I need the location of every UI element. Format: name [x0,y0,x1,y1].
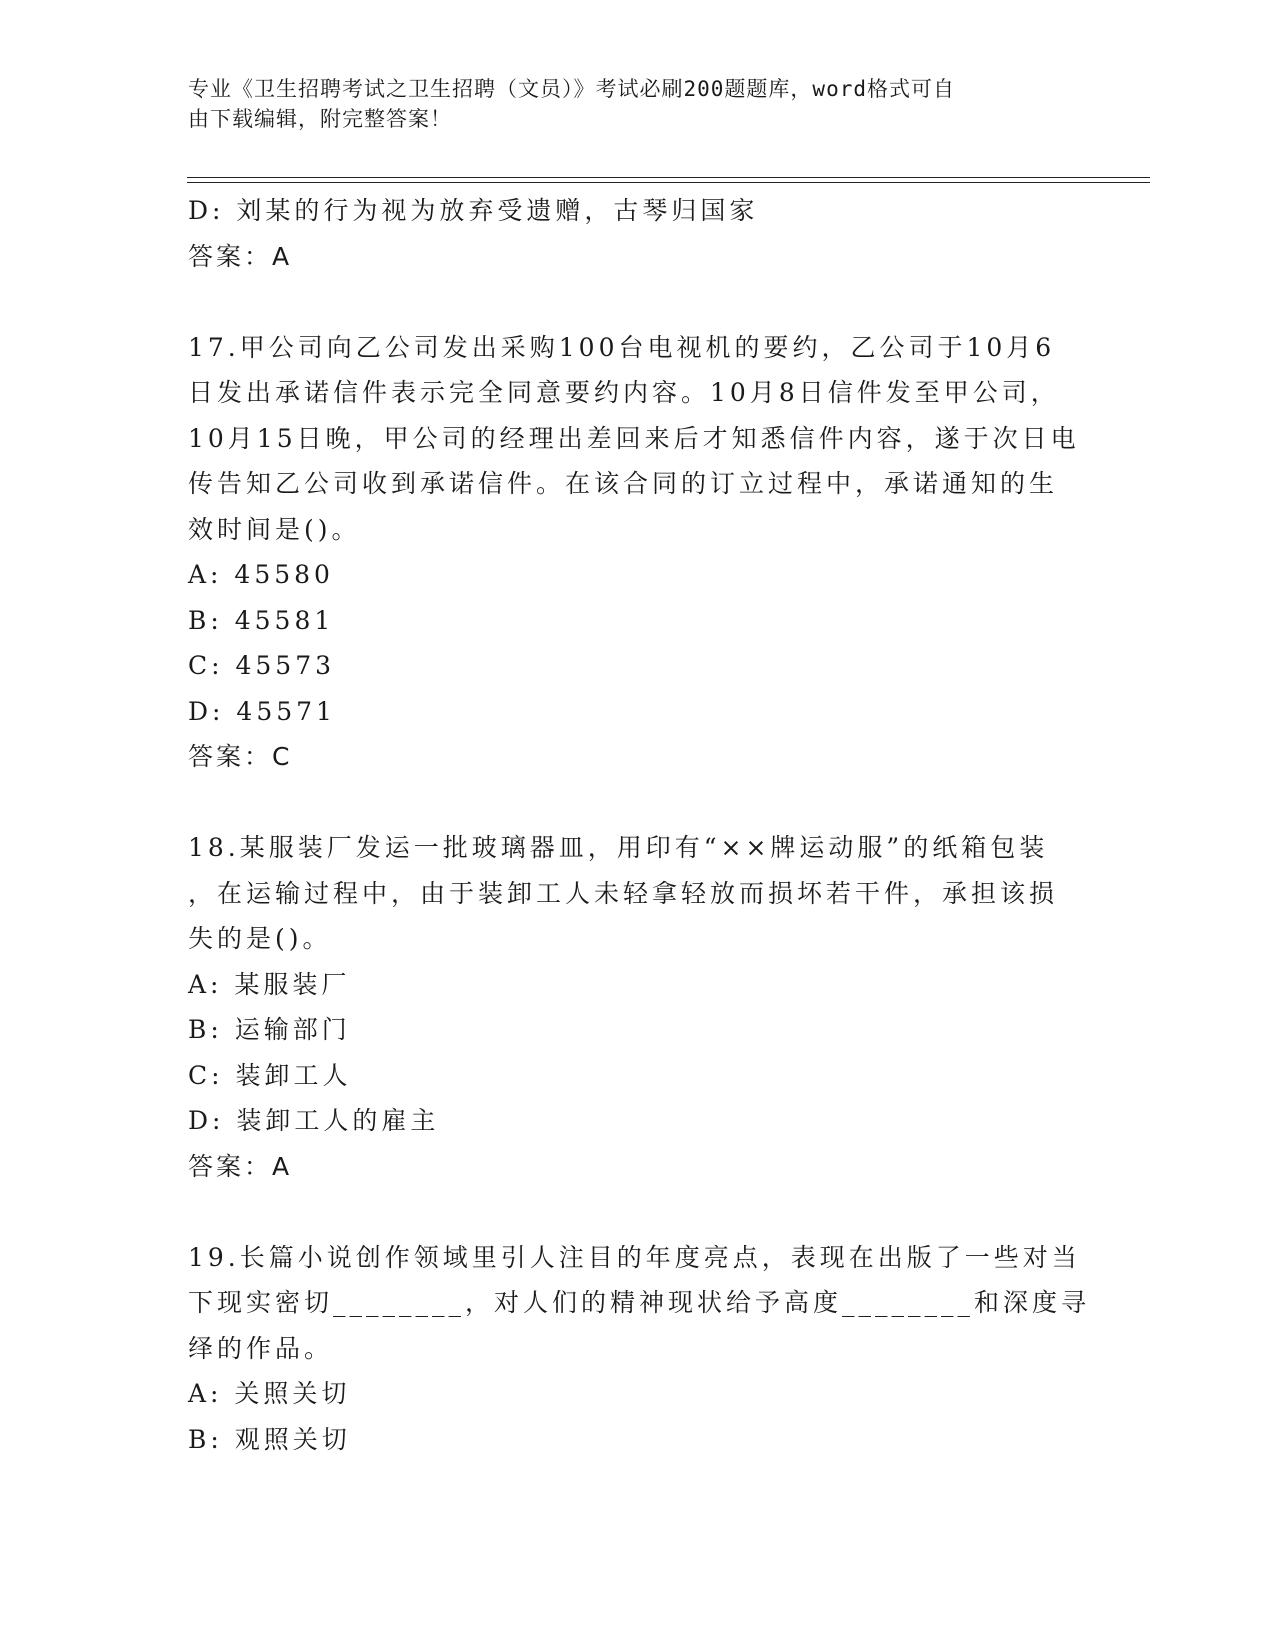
option-a: A: 关照关切 [188,1379,351,1408]
answer-line: 答案：A [188,241,293,271]
question-text-line: 日发出承诺信件表示完全同意要约内容。10月8日信件发至甲公司， [188,378,1060,407]
question-text-line: 失的是()。 [188,924,332,953]
question-text-line: 17.甲公司向乙公司发出采购100台电视机的要约，乙公司于10月6 [188,332,1056,362]
spacer [188,1189,1088,1235]
question-text-line: 绎的作品。 [188,1333,334,1363]
option-b: B: 观照关切 [188,1424,351,1454]
question-text-line: 下现实密切________，对人们的精神现状给予高度________和深度寻 [188,1288,1091,1317]
option-d: D: 刘某的行为视为放弃受遗赠，古琴归国家 [188,196,759,225]
option-d: D: 45571 [188,696,336,726]
document-body [188,188,1091,1462]
option-a: A: 某服装厂 [188,969,351,999]
option-c: C: 装卸工人 [188,1060,352,1090]
question-text-line: 效时间是()。 [188,514,361,544]
question-17 [188,325,1088,780]
header-divider-bottom [187,182,1150,183]
question-text-line: 19.长篇小说创作领域里引人注目的年度亮点，表现在出版了一些对当 [188,1242,1081,1272]
question-text-line: 10月15日晚，甲公司的经理出差回来后才知悉信件内容，遂于次日电 [188,423,1080,453]
answer-line: 答案：A [188,1151,293,1181]
spacer [188,780,1088,826]
spacer [188,279,1088,325]
question-text-line: 18.某服装厂发运一批玻璃器皿，用印有“××牌运动服”的纸箱包装 [188,833,1049,862]
option-c: C: 45573 [188,651,336,680]
question-19 [188,1235,1091,1463]
question-18 [188,825,1088,1189]
question-text-line: ，在运输过程中，由于装卸工人未轻拿轻放而损坏若干件，承担该损 [188,878,1059,908]
question-text-line: 传告知乙公司收到承诺信件。在该合同的订立过程中，承诺通知的生 [188,469,1059,498]
option-a: A: 45580 [188,560,334,589]
answer-line: 答案：C [188,742,293,771]
option-b: B: 运输部门 [188,1015,351,1044]
option-d: D: 装卸工人的雇主 [188,1106,440,1135]
header-line-2: 由下载编辑，附完整答案！ [188,107,452,131]
header-divider-top [187,177,1150,178]
header-line-1: 专业《卫生招聘考试之卫生招聘（文员）》考试必刷200题题库，word格式可自 [188,77,955,101]
document-header [188,74,1068,134]
option-b: B: 45581 [188,605,335,635]
